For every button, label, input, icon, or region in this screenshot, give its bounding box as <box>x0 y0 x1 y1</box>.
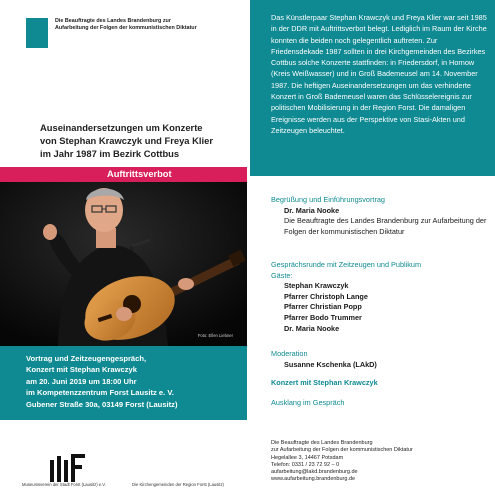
guest-name: Pfarrer Christoph Lange <box>284 291 368 301</box>
guests-label: Gäste: <box>271 270 293 280</box>
program-closing <box>271 398 491 409</box>
intro-text: Das Künstlerpaar Stephan Krawczyk und Freya Klier war seit 1985 in der DDR mit Auftrittsverbot belegt. Lediglich im Raum der Kirche konnten die beiden noch gelegentlich auftreten. Zur Friedensdekade 1987 sollten in drei Kirchgemeinden des Bezirkes Cottbus solche Konzerte stattfinden: in Friedersdorf, in Hornow (Kreis Weißwasser) und in Groß Bademeusel am 14. November 1987. Die heftigen Auseinandersetzungen um das verhinderte Konzert in Groß Bademeusel waren das Schlüsselereignis zur politischen Mobilisierung in der Region Forst. Die damaligen Ereignisse werden aus der Perspektive von Stasi-Akten und Zeitzeugen beleuchtet. <box>271 13 487 135</box>
guest-name: Pfarrer Bodo Trummer <box>284 312 362 322</box>
banner-text: Auftrittsverbot <box>107 169 172 179</box>
intro-box <box>250 0 495 176</box>
program-talk <box>271 260 491 334</box>
museum-label: Museumsverein der Stadt Forst (Lausitz) e.V. <box>22 482 106 487</box>
contact-line: Hegelallee 3, 14467 Potsdam <box>271 454 344 461</box>
contact-line: zur Aufarbeitung der Folgen der kommunistischen Diktatur <box>271 447 413 454</box>
contact-line: Die Beauftragte des Landes Brandenburg <box>271 440 373 446</box>
title-line: von Stephan Krawczyk und Freya Klier <box>40 135 213 146</box>
contact-website[interactable]: www.aufarbeitung.brandenburg.de <box>271 476 356 483</box>
program-welcome <box>271 195 491 237</box>
event-line: Vortrag und Zeitzeugengespräch, <box>26 354 147 363</box>
guitarist-photo-illustration <box>0 182 247 346</box>
event-line: Konzert mit Stephan Krawczyk <box>26 365 137 375</box>
partner-logos <box>22 452 242 492</box>
event-title <box>40 121 240 160</box>
flyer-front-panel <box>0 0 247 500</box>
guest-name: Dr. Maria Nooke <box>284 323 340 333</box>
title-line: Auseinandersetzungen um Konzerte <box>40 122 203 133</box>
moderation-heading: Moderation <box>271 349 308 358</box>
talk-heading: Gesprächsrunde mit Zeitzeugen und Publikum <box>271 260 422 269</box>
contact-email[interactable]: aufarbeitung@lakd.brandenburg.de <box>271 469 358 476</box>
performer-photo <box>0 182 247 346</box>
welcome-speaker: Dr. Maria Nooke <box>284 205 340 215</box>
guest-name: Pfarrer Christian Popp <box>284 302 362 312</box>
museum-mf-logo-icon <box>48 452 88 482</box>
logo-text: Die Beauftragte des Landes Brandenburg zur Aufarbeitung der Folgen der kommunistischen Diktatur <box>55 18 197 31</box>
concert-heading: Konzert mit Stephan Krawczyk <box>271 378 378 387</box>
title-line: im Jahr 1987 im Bezirk Cottbus <box>40 148 180 159</box>
program-concert <box>271 378 491 389</box>
lakd-logo <box>26 18 205 48</box>
flyer-inside-panel <box>250 0 495 500</box>
photo-credit: Foto: Ellen Liebner <box>197 333 233 338</box>
event-line: am 20. Juni 2019 um 18:00 Uhr <box>26 376 137 386</box>
event-line: Gubener Straße 30a, 03149 Forst (Lausitz) <box>26 399 178 409</box>
contact-block <box>271 440 491 484</box>
program-moderation <box>271 349 491 370</box>
moderator-name: Susanne Kschenka (LAkD) <box>284 359 377 369</box>
church-label: Die Kirchengemeinden der Region Forst (Lausitz) <box>132 482 224 487</box>
welcome-heading: Begrüßung und Einführungsvortrag <box>271 195 385 204</box>
contact-phone: Telefon: 0331 / 23 72 92 – 0 <box>271 461 340 468</box>
banner <box>0 167 247 182</box>
guest-name: Stephan Krawczyk <box>284 281 349 291</box>
closing-heading: Ausklang im Gespräch <box>271 398 345 407</box>
event-details <box>26 353 241 410</box>
logo-square-icon <box>26 18 48 48</box>
welcome-speaker-role: Die Beauftragte des Landes Brandenburg zur Aufarbeitung der Folgen der kommunistischen Diktatur <box>284 216 487 236</box>
event-line: im Kompetenzzentrum Forst Lausitz e. V. <box>26 388 174 398</box>
